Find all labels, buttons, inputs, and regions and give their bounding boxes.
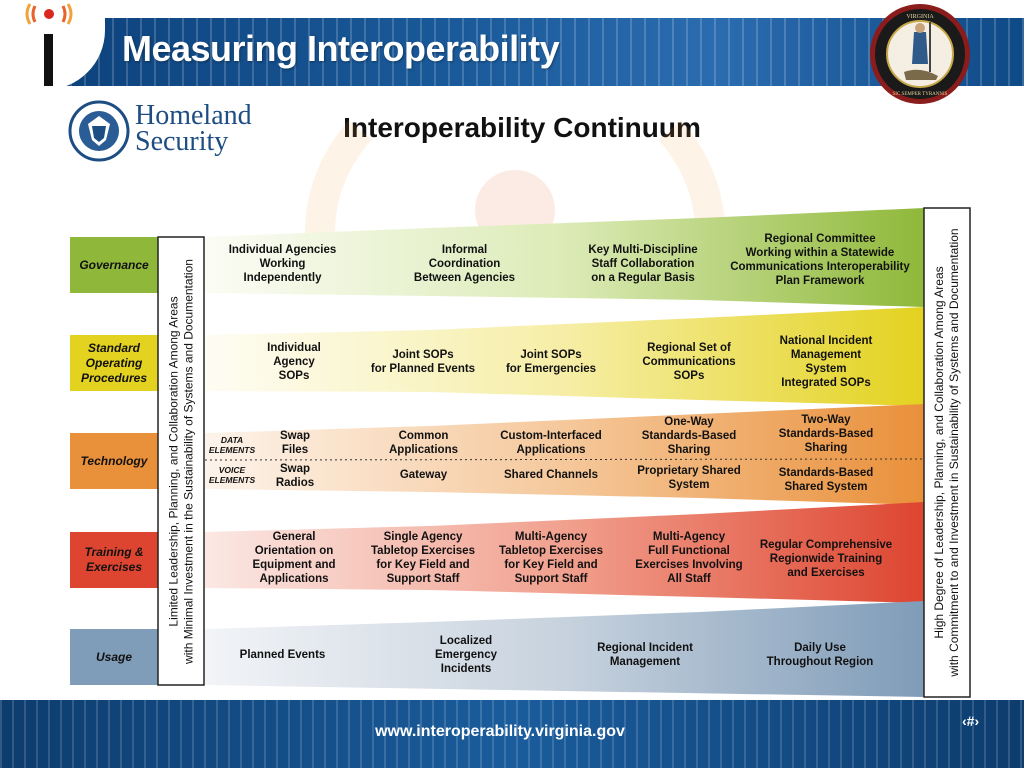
sop-cell: National Incident Management System Integrated SOPs xyxy=(779,335,873,389)
continuum-title-text: Interoperability Continuum xyxy=(343,112,701,143)
sop-cell: Individual Agency SOPs xyxy=(267,342,321,382)
footer-url[interactable] xyxy=(0,723,1000,741)
training-cell: General Orientation on Equipment and Applications xyxy=(252,531,336,585)
footer-url-text[interactable]: www.interoperability.virginia.gov xyxy=(375,723,625,740)
category-training: Training & Exercises xyxy=(84,545,144,574)
page-number: ‹#› xyxy=(962,713,980,729)
sop-cell: Regional Set of Communications SOPs xyxy=(642,342,736,382)
tech-data-cell: One-Way Standards-Based Sharing xyxy=(641,416,737,456)
sop-cell: Joint SOPs for Emergencies xyxy=(505,349,597,375)
tech-data-cell: Swap Files xyxy=(279,430,311,456)
training-cell: Multi-Agency Full Functional Exercises Involving All Staff xyxy=(635,531,743,585)
category-usage: Usage xyxy=(95,649,133,664)
tech-data-cell: Custom-Interfaced Applications xyxy=(500,430,602,456)
governance-cell: Individual Agencies Working Independently xyxy=(228,244,337,284)
governance-cell: Key Multi-Discipline Staff Collaboration on a Regular Basis xyxy=(588,244,698,284)
seal-bottom-text: SIC SEMPER TYRANNIS xyxy=(892,92,948,97)
usage-cell: Daily Use Throughout Region xyxy=(766,642,874,668)
usage-cell: Localized Emergency Incidents xyxy=(434,635,497,675)
right-axis-label: High Degree of Leadership, Planning, and Collaboration Among Areas with Commitment to and Investment in Sustainability of Systems and Documentation xyxy=(932,228,961,677)
tech-voice-cell: Swap Radios xyxy=(275,463,315,489)
left-axis-label: Limited Leadership, Planning, and Collaboration Among Areas with Minimal Investment in the Sustainability of Systems and Documentation xyxy=(166,259,195,664)
tech-data-cell: Two-Way Standards-Based Sharing xyxy=(778,414,874,454)
governance-cell: Regional Committee Working within a Statewide Communications Interoperability Plan Framework xyxy=(730,233,910,287)
tech-data-cell: Common Applications xyxy=(388,430,458,456)
sop-cell: Joint SOPs for Planned Events xyxy=(370,349,476,375)
seal-top-text: VIRGINIA xyxy=(906,14,934,20)
category-sop: Standard Operating Procedures xyxy=(80,340,148,385)
category-technology: Technology xyxy=(80,453,148,468)
page-title: Measuring Interoperability xyxy=(122,28,560,69)
dhs-line-1: Homeland xyxy=(135,100,252,131)
usage-cell: Regional Incident Management xyxy=(597,642,693,668)
training-cell: Regular Comprehensive Regionwide Training and Exercises xyxy=(759,539,893,579)
category-governance: Governance xyxy=(79,257,149,272)
usage-cell: Planned Events xyxy=(239,649,326,661)
tech-voice-cell: Gateway xyxy=(399,469,448,481)
tech-voice-cell: Proprietary Shared System xyxy=(637,465,741,491)
data-elements-label: DATA ELEMENTS xyxy=(208,435,256,455)
tech-voice-cell: Shared Channels xyxy=(504,469,598,481)
governance-cell: Informal Coordination Between Agencies xyxy=(413,244,516,284)
training-cell: Single Agency Tabletop Exercises for Key Field and Support Staff xyxy=(371,531,475,585)
tech-voice-cell: Standards-Based Shared System xyxy=(778,467,874,493)
voice-elements-label: VOICE ELEMENTS xyxy=(208,465,256,485)
dhs-line-2: Security xyxy=(135,126,229,157)
training-cell: Multi-Agency Tabletop Exercises for Key Field and Support Staff xyxy=(499,531,603,585)
